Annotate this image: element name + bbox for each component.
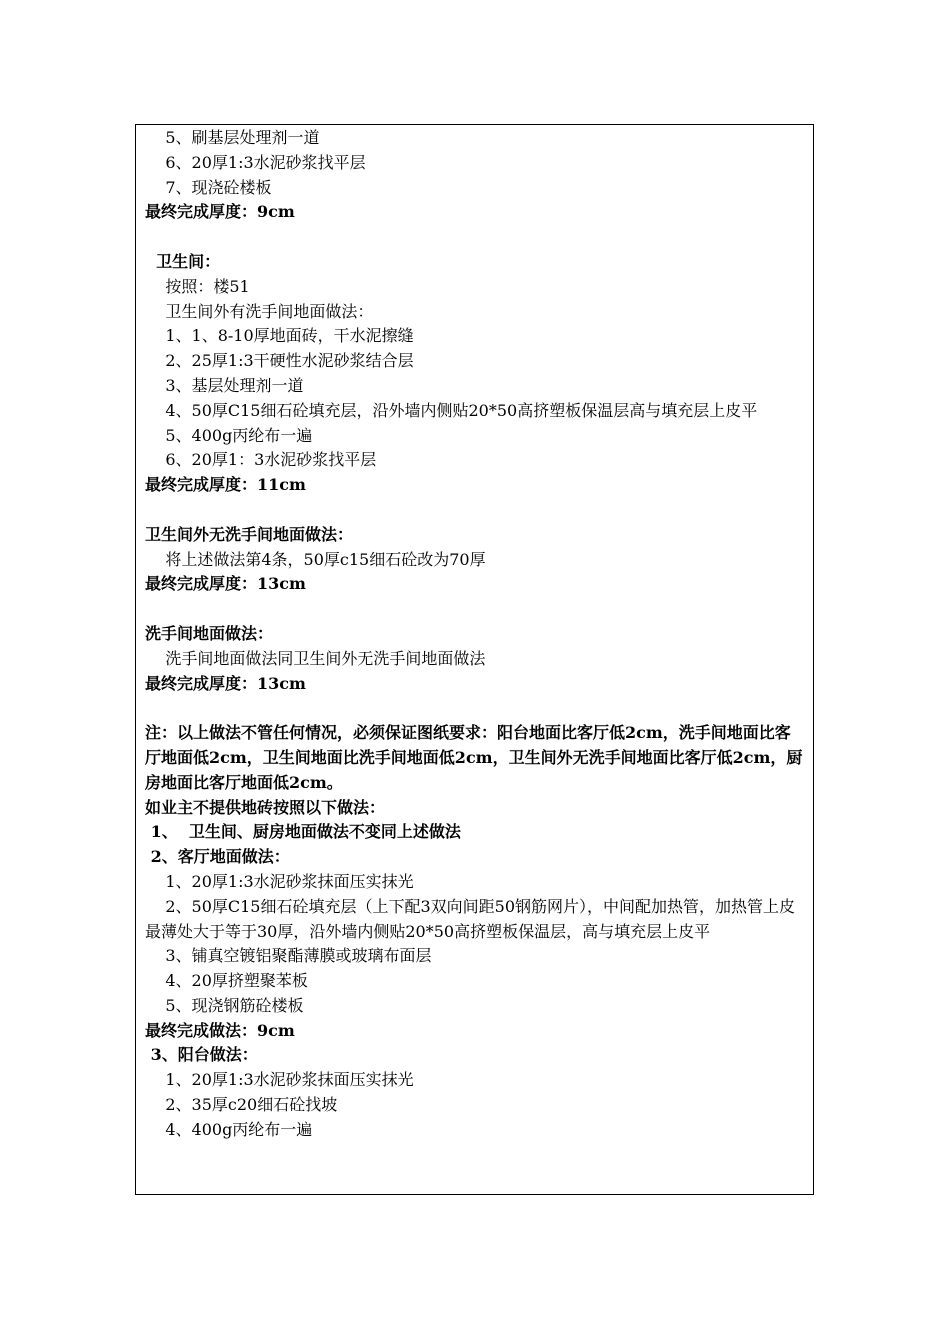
blank-line [145,225,805,250]
text-line: 6、20厚1：3水泥砂浆找平层 [145,450,377,470]
text-line: 1、20厚1:3水泥砂浆抹面压实抹光 [145,871,414,891]
blank-line [145,498,805,523]
heading-line: 最终完成厚度：11cm [145,475,306,495]
text-line: 5、现浇钢筋砼楼板 [145,995,304,1015]
document-body [145,126,805,1143]
text-line: 7、现浇砼楼板 [145,177,272,197]
text-line: 2、25厚1:3干硬性水泥砂浆结合层 [145,351,414,371]
text-line: 3、基层处理剂一道 [145,375,304,395]
text-line: 4、20厚挤塑聚苯板 [145,971,308,991]
heading-line: 3、阳台做法： [145,1045,258,1065]
text-line: 4、50厚C15细石砼填充层，沿外墙内侧贴20*50高挤塑板保温层高与填充层上皮平 [145,400,758,420]
heading-line: 卫生间外无洗手间地面做法： [145,524,354,544]
text-line: 按照：楼51 [145,276,250,296]
text-line: 2、35厚c20细石砼找坡 [145,1095,338,1115]
heading-line: 洗手间地面做法： [145,623,274,643]
text-line: 5、400g丙纶布一遍 [145,425,313,445]
heading-line: 注：以上做法不管任何情况，必须保证图纸要求：阳台地面比客厅低2cm，洗手间地面比客厅地面低2cm，卫生间地面比洗手间地面低2cm，卫生间外无洗手间地面比客厅低2cm，厨房地面比客厅地面低2cm。 [145,723,803,792]
text-line: 3、铺真空镀铝聚酯薄膜或玻璃布面层 [145,946,432,966]
heading-line: 2、客厅地面做法： [145,847,290,867]
text-line: 6、20厚1:3水泥砂浆找平层 [145,152,366,172]
heading-line: 最终完成厚度：9cm [145,202,295,222]
heading-line: 如业主不提供地砖按照以下做法： [145,797,386,817]
heading-line: 最终完成做法：9cm [145,1020,295,1040]
text-line: 1、20厚1:3水泥砂浆抹面压实抹光 [145,1070,414,1090]
text-line: 洗手间地面做法同卫生间外无洗手间地面做法 [145,648,486,668]
text-line: 5、刷基层处理剂一道 [145,128,320,147]
heading-line: 1、 卫生间、厨房地面做法不变同上述做法 [145,822,461,842]
blank-line [145,597,805,622]
heading-line: 卫生间： [145,251,221,271]
text-line: 1、1、8-10厚地面砖，干水泥擦缝 [145,326,414,346]
document-text-box [135,124,814,1195]
text-line: 2、50厚C15细石砼填充层（上下配3双向间距50钢筋网片），中间配加热管，加热管上皮最薄处大于等于30厚，沿外墙内侧贴20*50高挤塑板保温层，高与填充层上皮平 [145,896,796,941]
text-line: 将上述做法第4条，50厚c15细石砼改为70厚 [145,549,486,569]
text-line: 4、400g丙纶布一遍 [145,1119,313,1139]
heading-line: 最终完成厚度：13cm [145,574,306,594]
blank-line [145,696,805,721]
text-line: 卫生间外有洗手间地面做法： [145,301,374,321]
heading-line: 最终完成厚度：13cm [145,673,306,693]
